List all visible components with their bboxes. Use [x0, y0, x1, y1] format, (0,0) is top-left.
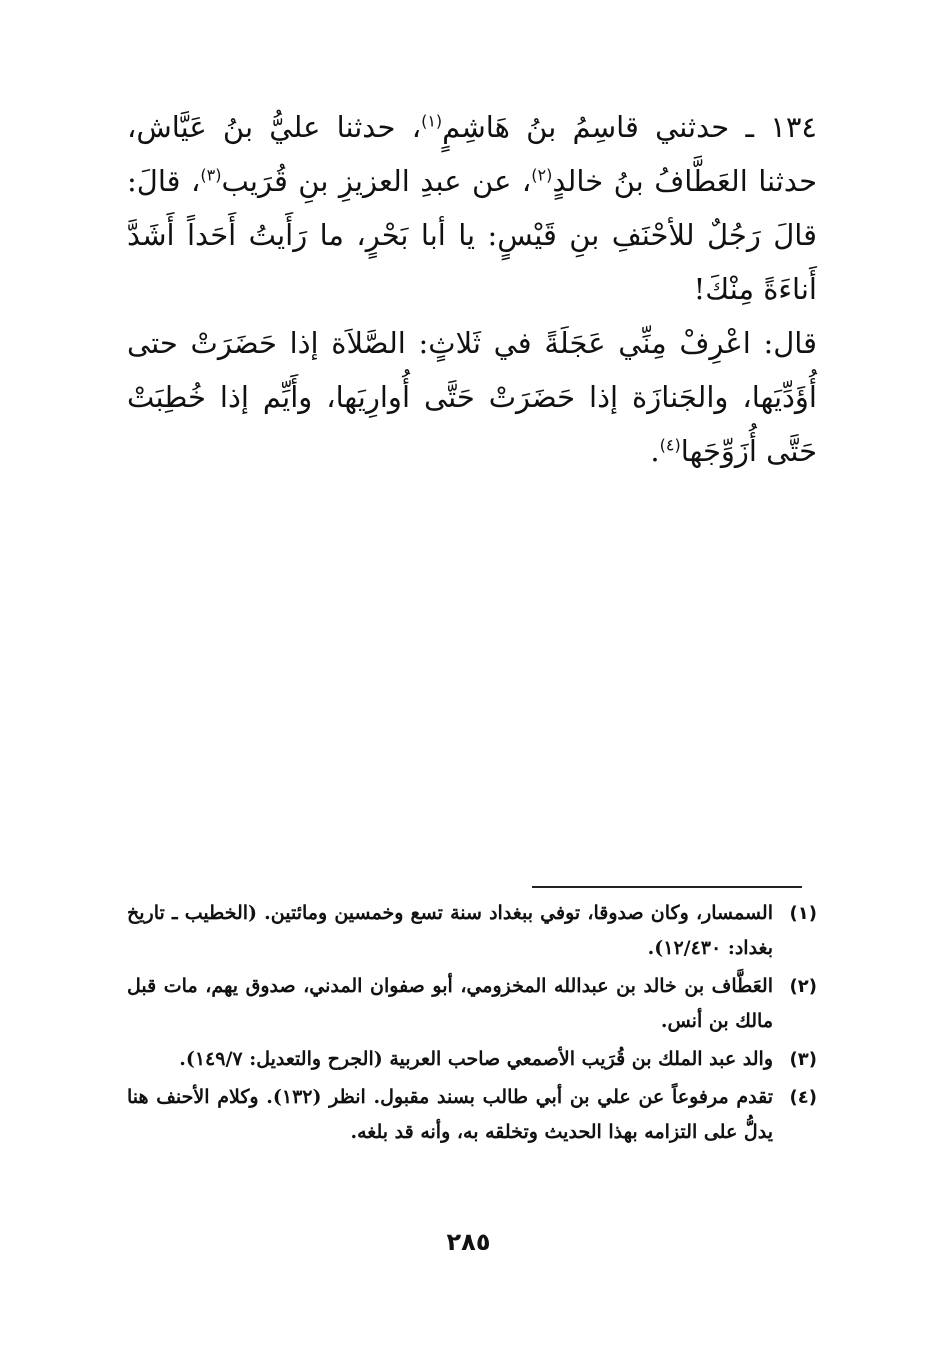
hadith-text: ، قالَ: قالَ رَجُلٌ للأحْنَفِ بنِ قَيْسٍ: يا أبا بَحْرٍ، ما رَأَيتُ أَحَداً أَشَدَّ أَناءَةً مِنْكَ! — [127, 164, 817, 306]
footnote-text: تقدم مرفوعاً عن علي بن أبي طالب بسند مقبول. انظر (١٣٢). وكلام الأحنف هنا يدلُّ على التزامه بهذا الحديث وتخلقه به، وأنه قد بلغه. — [127, 1086, 773, 1143]
hadith-text: . — [650, 434, 660, 468]
footnote-2 — [127, 969, 817, 1039]
footnotes — [127, 896, 817, 1153]
footnote-text: والد عبد الملك بن قُرَيب الأصمعي صاحب العربية (الجرح والتعديل: ١٤٩/٧). — [179, 1048, 773, 1070]
footnote-marker: (٤) — [789, 1087, 817, 1108]
footnote-ref-1[interactable]: (١) — [421, 111, 443, 131]
footnote-separator — [532, 886, 802, 888]
footnote-marker: (٣) — [789, 1049, 817, 1070]
footnote-marker: (٢) — [789, 976, 817, 997]
footnote-ref-4[interactable]: (٤) — [659, 435, 681, 455]
hadith-text: حدثني قاسِمُ بنُ هَاشِمٍ — [442, 110, 730, 144]
footnote-ref-2[interactable]: (٢) — [531, 165, 553, 185]
footnote-1 — [127, 896, 817, 966]
footnote-text: السمسار، وكان صدوقا، توفي ببغداد سنة تسع وخمسين ومائتين. (الخطيب ـ تاريخ بغداد: ١٢/٤٣٠). — [127, 902, 773, 959]
hadith-number: ١٣٤ — [770, 110, 817, 144]
hadith-dash: ـ — [729, 110, 771, 144]
footnote-marker: (١) — [789, 903, 817, 924]
page-number: ٢٨٥ — [446, 1228, 491, 1256]
hadith-paragraph-1 — [127, 100, 817, 316]
footnote-3 — [127, 1042, 817, 1077]
hadith-paragraph-2 — [127, 316, 817, 478]
footnote-ref-3[interactable]: (٣) — [200, 165, 222, 185]
hadith-text: ، عن عبدِ العزيزِ بنِ قُرَيب — [221, 164, 532, 198]
hadith-text: قال: اعْرِفْ مِنِّي عَجَلَةً في ثَلاثٍ: الصَّلاَة إذا حَضَرَتْ حتى أُؤَدِّيَها، والجَنازَة إذا حَضَرَتْ حَتَّى أُوارِيَها، وأَيِّم إذا خُطِبَتْ حَتَّى أُزَوِّجَها — [127, 326, 817, 468]
footnote-4 — [127, 1080, 817, 1150]
hadith-text: ، حدثنا عليُّ بنُ عَيَّاش، حدثنا العَطَّافُ بنُ خالدٍ — [127, 110, 818, 198]
main-text — [127, 100, 817, 478]
footnote-text: العَطَّاف بن خالد بن عبدالله المخزومي، أبو صفوان المدني، صدوق يهم، مات قبل مالك بن أنس. — [127, 975, 773, 1032]
